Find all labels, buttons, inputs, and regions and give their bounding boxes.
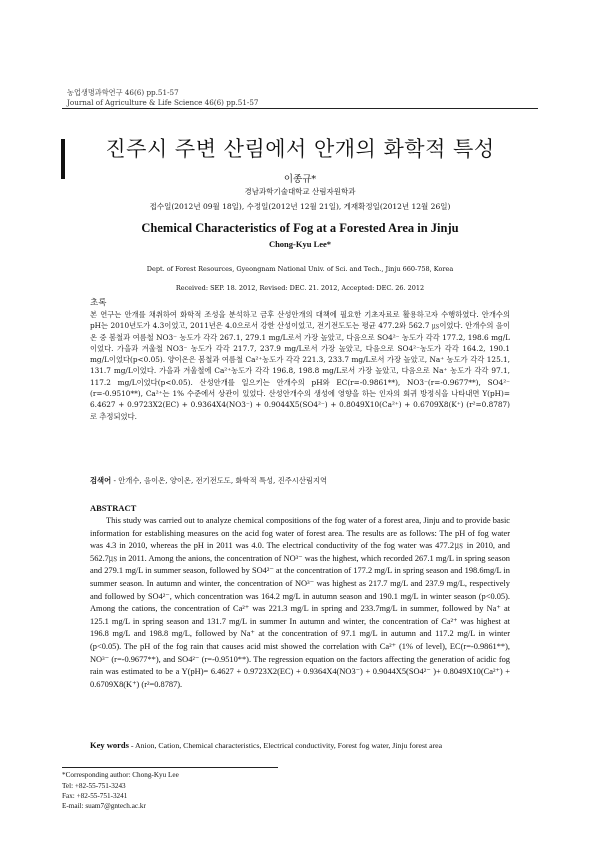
abstract-ko-text: 본 연구는 안개를 채취하여 화학적 조성을 분석하고 금후 산성안개의 대책에 필요한 기초자료로 활용하고자 수행하였다. 안개수의 pH는 2010년도가 4.3이었고, 2011년은 4.0으로서 강한 산성이었고, 전기전도도는 평균 477.2와 562.7 ㎲이었다. 안개수의 음이온 중 봄철과 여름철 NO3⁻ 농도가 각각 267.1, 279.1 mg/L로서 가장 높았고, 다음으로 SO4²⁻ 농도가 각각 177.2, 198.6 mg/L이었다. 가을과 겨울철 NO3⁻ 농도가 각각 217.7, 237.9 mg/L로서 가장 높았고, 다음으로 SO4²⁻농도가 각각 164.2, 190.1 mg/L이었다(p<0.05). 양이온은 봄철과 여름철 Ca²⁺농도가 각각 221.3, 233.7 mg/L로서 가장 높았고, Na⁺ 농도가 각각 125.1, 131.7 mg/L이었다. 가을과 겨울철에 Ca²⁺농도가 각각 196.8, 198.8 mg/L로서 가장 높았고, 다음으로 Na⁺ 농도가 각각 97.1, 117.2 mg/L이었다(p<0.05). 산성안개를 일으키는 안개수의 pH와 EC(r=-0.9861**), NO3⁻(r=-0.9677**), SO4²⁻ (r=-0.9510**), Ca²⁺는 1% 수준에서 상관이 있었다. 산성안개수의 생성에 영향을 하는 인자의 회귀 방정식을 나타내면 Y(pH)= 6.4627 + 0.9723X2(EC) + 0.9364X4(NO3⁻) + 0.9044X5(SO4²⁻) + 0.8049X10(Ca²⁺) + 0.6709X8(K⁺) (r²=0.8787)로 추정되었다. (90, 310, 510, 421)
footnote-rule (62, 767, 278, 768)
footnote-fax: Fax: +82-55-751-3241 (62, 792, 128, 800)
abstract-en-text: This study was carried out to analyze chemical compositions of the fog water of a forest area, Jinju and to provide basic information for establishing measures on the acid fog water of forest area. The results are as follows: The pH of fog water was 4.3 in 2010, whereas the pH in 2011 was 4.0. The electrical conductivity of the fog water was 477.2㎲ in 2010, and 562.7㎲ in 2011. Among the anions, the concentration of NO³⁻ was the highest, which recorded 267.1 mg/L in spring season and 279.1 mg/L in summer season, followed by SO4²⁻ at the concentration of 177.2 mg/L in spring season and 198.6mg/L in summer season. In autumn and winter, the concentration of NO³⁻ was highest as 217.7 mg/L and 237.9 mg/L, respectively and followed by SO4²⁻, which concentration was 164.2 mg/L in autumn season and 190.1 mg/L in winter season (p<0.05). Among the cations, the concentration of Ca²⁺ was 221.3 mg/L in spring and 233.7mg/L in summer, followed by Na⁺ at 125.1 mg/L in spring season and 131.7 mg/L in summer In autumn and winter, the concentration of Ca²⁺ was highest at 196.8 mg/L and 198.8 mg/L, followed by Na⁺ at the concentration of 97.1 mg/L in autumn and 117.2 mg/L in winter (p<0.05). The pH of the fog rain that causes acid mist showed the correlation with Ca²⁺ (1% of level), EC(r=-0.9861**), NO³⁻ (r=-0.9677**), and SO4²⁻ (r=-0.9510**). The regression equation on the factors affecting the generation of acidic fog rain was estimated to be a Y(pH)= 6.4627 + 0.9723X2(EC) + 0.9364X4(NO3⁻) + 0.9044X5(SO4²⁻ )+ 0.8049X10(Ca²⁺) + 0.6709X8(K⁺) (r²=0.8787). (90, 516, 510, 689)
keywords-ko-label: 검색어 (90, 476, 112, 485)
footnote-corresponding: *Corresponding author: Chong-Kyu Lee (62, 771, 179, 779)
abstract-en-heading: ABSTRACT (90, 503, 137, 513)
dates-en: Received: SEP. 18. 2012, Revised: DEC. 21. 2012, Accepted: DEC. 26. 2012 (175, 284, 425, 292)
affiliation-en: Dept. of Forest Resources, Gyeongnam National Univ. of Sci. and Tech., Jinju 660-758, Korea (146, 265, 454, 273)
keywords-en-label: Key words (90, 740, 129, 750)
footnote-tel: Tel: +82-55-751-3243 (62, 782, 126, 790)
journal-header-ko: 농업생명과학연구 46(6) pp.51-57 (67, 88, 179, 97)
keywords-en-text: - Anion, Cation, Chemical characteristics, Electrical conductivity, Forest fog water, Jinju forest area (128, 741, 443, 750)
keywords-ko-text: - 안개수, 음이온, 양이온, 전기전도도, 화학적 특성, 진주시산림지역 (111, 476, 328, 485)
abstract-ko-heading: 초록 (90, 298, 107, 308)
paper-title-en: Chemical Characteristics of Fog at a Forested Area in Jinju (141, 221, 459, 235)
paper-title-ko: 진주시 주변 산림에서 안개의 화학적 특성 (105, 137, 495, 161)
header-rule (62, 108, 538, 109)
author-ko: 이종규* (283, 174, 317, 185)
journal-header-en: Journal of Agriculture & Life Science 46(6) pp.51-57 (67, 98, 259, 107)
affiliation-ko: 경남과학기술대학교 산림자원학과 (244, 187, 356, 196)
keywords-en (90, 740, 520, 750)
footnote-email: E-mail: suam7@gntech.ac.kr (62, 802, 146, 810)
keywords-ko (90, 476, 510, 486)
dates-ko: 접수일(2012년 09월 18일), 수정일(2012년 12월 21일), 게재확정일(2012년 12월 26일) (149, 202, 451, 211)
author-en: Chong-Kyu Lee* (268, 239, 332, 249)
